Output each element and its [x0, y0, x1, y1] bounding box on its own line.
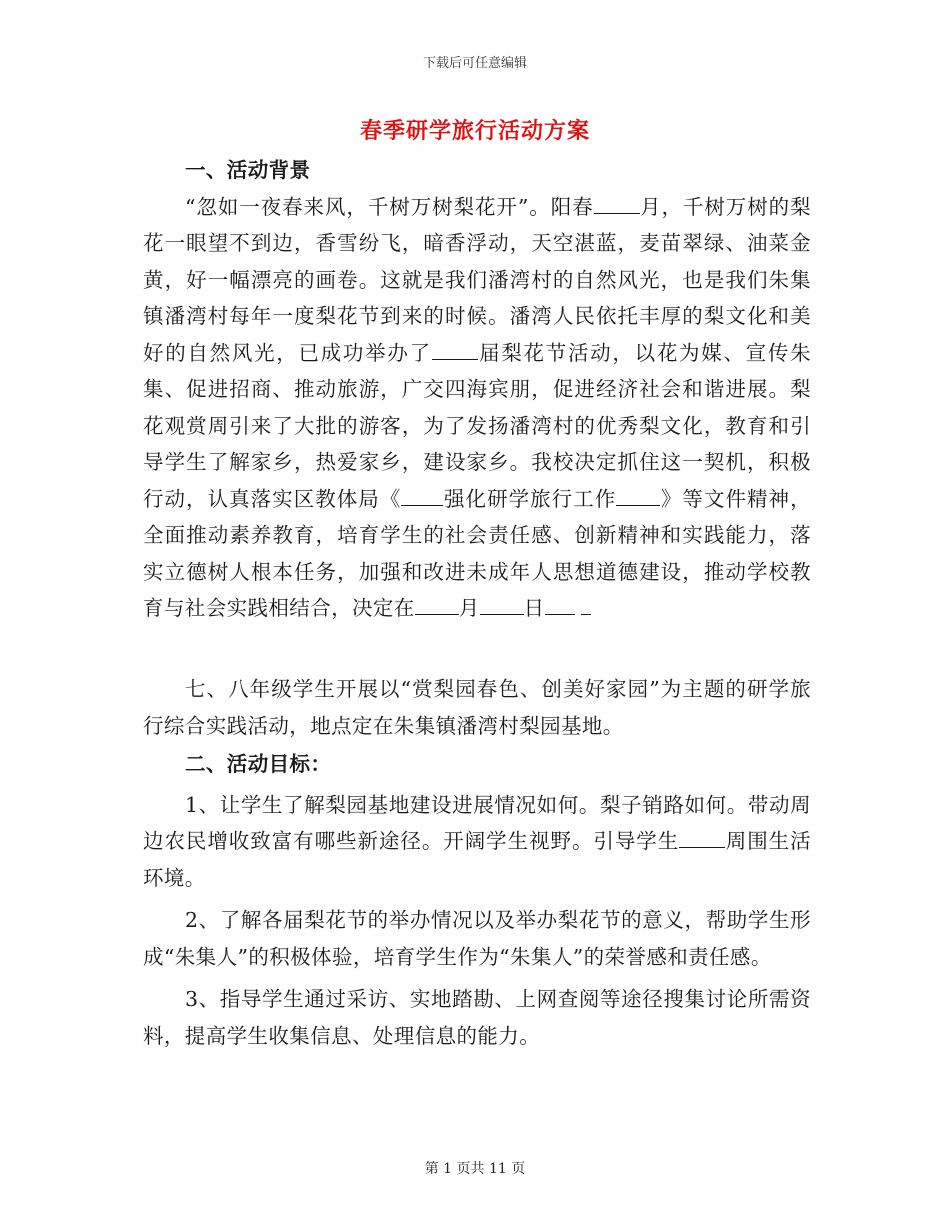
page-number-footer: 第 1 页共 11 页: [424, 1161, 526, 1177]
document-title: 春季研学旅行活动方案: [359, 118, 590, 144]
fill-blank: [432, 338, 478, 360]
fill-blank: [401, 484, 443, 506]
fill-blank: [679, 827, 725, 849]
section-background-cont: [143, 671, 811, 744]
section-heading-goals: 二、活动目标：: [185, 752, 332, 776]
paragraph-text: “忽如一夜春来风，千树万树梨花开”。阳春: [185, 194, 594, 219]
goal-item-1: [143, 787, 811, 897]
header-note: 下载后可任意编辑: [422, 56, 527, 71]
fill-blank: [415, 594, 459, 616]
goal-item-3: [143, 981, 811, 1054]
goal-number: 1: [185, 792, 199, 817]
goal-text: 周围生活环境。: [143, 829, 811, 890]
goal-number: 2: [185, 908, 199, 932]
section-background: [143, 152, 811, 627]
paragraph-text: 强化研学旅行工作: [443, 486, 617, 511]
fill-blank: [545, 594, 575, 616]
fill-blank: [581, 594, 591, 616]
section-goals: [143, 746, 811, 1054]
goal-text: 、指导学生通过采访、实地踏勘、上网查阅等途径搜集讨论所需资料，提高学生收集信息、处理信息的能力。: [143, 987, 811, 1048]
goal-text: 、让学生了解梨园基地建设进展情况如何。梨子销路如何。带动周边农民增收致富有哪些新途径。开阔学生视野。引导学生: [143, 792, 811, 853]
paragraph-text: 届梨花节活动，以花为媒、宣传朱集、促进招商、推动旅游，广交四海宾朋，促进经济社会和谐进展。梨花观赏周引来了大批的游客，为了发扬潘湾村的优秀梨文化，教育和引导学生了解家乡，热爱家乡，建设家乡。我校决定抓住这一契机，积极行动，认真落实区教体局《: [143, 340, 812, 511]
paragraph-text: 月，千树万树的梨花一眼望不到边，香雪纷飞，暗香浮动，天空湛蓝，麦苗翠绿、油菜金黄，好一幅漂亮的画卷。这就是我们潘湾村的自然风光，也是我们朱集镇潘湾村每年一度梨花节到来的时候。潘湾人民依托丰厚的梨文化和美好的自然风光，已成功举办了: [143, 194, 811, 365]
fill-blank: [594, 192, 640, 214]
goal-text: 、了解各届梨花节的举办情况以及举办梨花节的意义，帮助学生形成“朱集人”的积极体验，培育学生作为“朱集人”的荣誉感和责任感。: [143, 908, 811, 969]
goal-item-2: [143, 902, 811, 975]
goal-number: 3: [185, 987, 199, 1011]
fill-blank: [480, 594, 524, 616]
fill-blank: [616, 484, 630, 506]
paragraph-text: 》等文件精神，全面推动素养教育，培育学生的社会责任感、创新精神和实践能力，落实立德树人根本任务，加强和改进未成年人思想道德建设，推动学校教育与社会实践相结合，决定在: [143, 486, 811, 620]
section-heading-background: 一、活动背景: [185, 158, 311, 182]
paragraph-participants: 七、八年级学生开展以“赏梨园春色、创美好家园”为主题的研学旅行综合实践活动，地点定在朱集镇潘湾村梨园基地。: [143, 677, 811, 738]
paragraph-text: 月: [458, 596, 480, 620]
paragraph-text: 日: [523, 596, 545, 620]
fill-blank: [630, 484, 660, 506]
paragraph-background: [143, 189, 811, 627]
